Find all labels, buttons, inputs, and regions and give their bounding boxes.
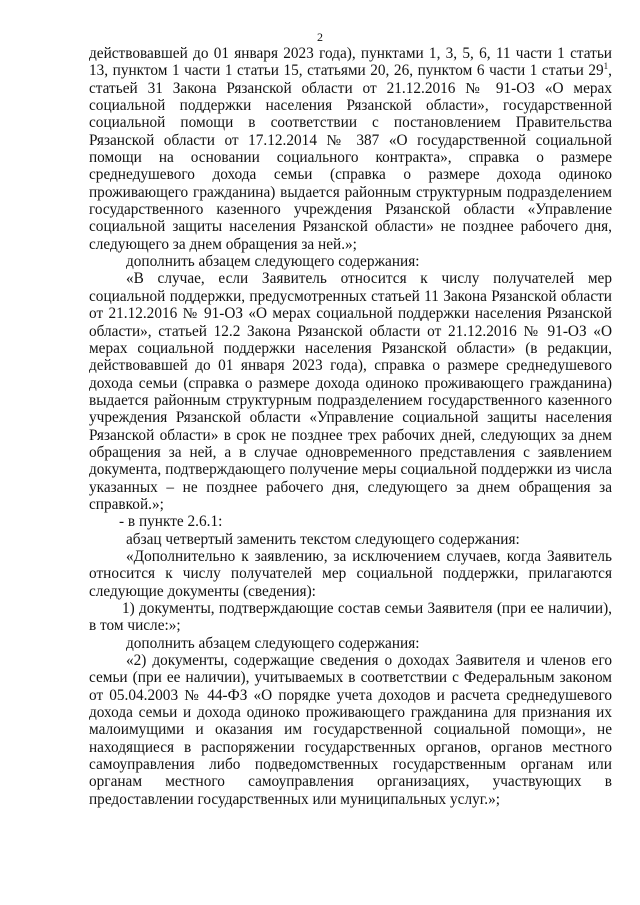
instruction-add-paragraph-2: дополнить абзацем следующего содержания: [126, 634, 420, 652]
paragraph-text: действовавшей до 01 января 2023 года), пунктами 1, 3, 5, 6, 11 части 1 статьи 13, пунктом 1 части 1 статьи 15, статьями 20, 26, пунктом 6 части 1 статьи 29 [89, 45, 612, 80]
clause-reference: - в пункте 2.6.1: [119, 513, 223, 531]
superscript-mark: 1 [603, 61, 609, 72]
list-item-1: 1) документы, подтверждающие состав семьи Заявителя (при ее наличии), в том числе:»; [89, 600, 612, 635]
paragraph-continuation [89, 45, 612, 253]
quoted-paragraph-certificate: «В случае, если Заявитель относится к числу получателей мер социальной поддержки, предусмотренных статьей 11 Закона Рязанской области от 21.12.2016 № 91-ОЗ «О мерах социальной поддержки населения Рязанской области», статьей 12.2 Закона Рязанской области от 21.12.2016 № 91-ОЗ «О мерах социальной поддержки населения Рязанской области» (в редакции, действовавшей до 01 января 2023 года), справка о размере среднедушевого дохода семьи (справка о размере дохода одиноко проживающего гражданина) выдается районным структурным подразделением государственного казенного учреждения Рязанской области «Управление социальной защиты населения Рязанской области» в срок не позднее трех рабочих дней, следующих за днем обращения за ней, а в случае одновременного представления с заявлением документа, подтверждающего получение меры социальной поддержки из числа указанных – не позднее рабочего дня, следующего за днем обращения за справкой.»; [89, 270, 612, 513]
paragraph-text-continued: , статьей 31 Закона Рязанской области от 21.12.2016 № 91-ОЗ «О мерах социальной поддержки населения Рязанской области», государственной социальной помощи в соответствии с постановлением Правительства Рязанской области от 17.12.2014 № 387 «О государственной социальной помощи на основании социального контракта», справка о размере среднедушевого дохода семьи (справка о размере дохода одиноко проживающего гражданина) выдается районным структурным подразделением государственного казенного учреждения Рязанской области «Управление социальной защиты населения Рязанской области» не позднее рабочего дня, следующего за днем обращения за ней.»; [89, 62, 612, 253]
page-number: 2 [317, 30, 323, 44]
document-body [89, 45, 612, 808]
instruction-add-paragraph: дополнить абзацем следующего содержания: [126, 253, 420, 271]
list-item-2: «2) документы, содержащие сведения о доходах Заявителя и членов его семьи (при ее наличии), учитываемых в соответствии с Федеральным законом от 05.04.2003 № 44-ФЗ «О порядке учета доходов и расчета среднедушевого дохода семьи и дохода одиноко проживающего гражданина для признания их малоимущими и оказания им государственной социальной помощи», не находящиеся в распоряжении государственных органов, органов местного самоуправления либо подведомственных государственным органам или органам местного самоуправления организациях, участвующих в предоставлении государственных или муниципальных услуг.»; [89, 652, 612, 808]
quoted-paragraph-documents: «Дополнительно к заявлению, за исключением случаев, когда Заявитель относится к числу получателей мер социальной поддержки, прилагаются следующие документы (сведения): [89, 547, 612, 600]
instruction-replace-paragraph: абзац четвертый заменить текстом следующего содержания: [126, 530, 520, 548]
